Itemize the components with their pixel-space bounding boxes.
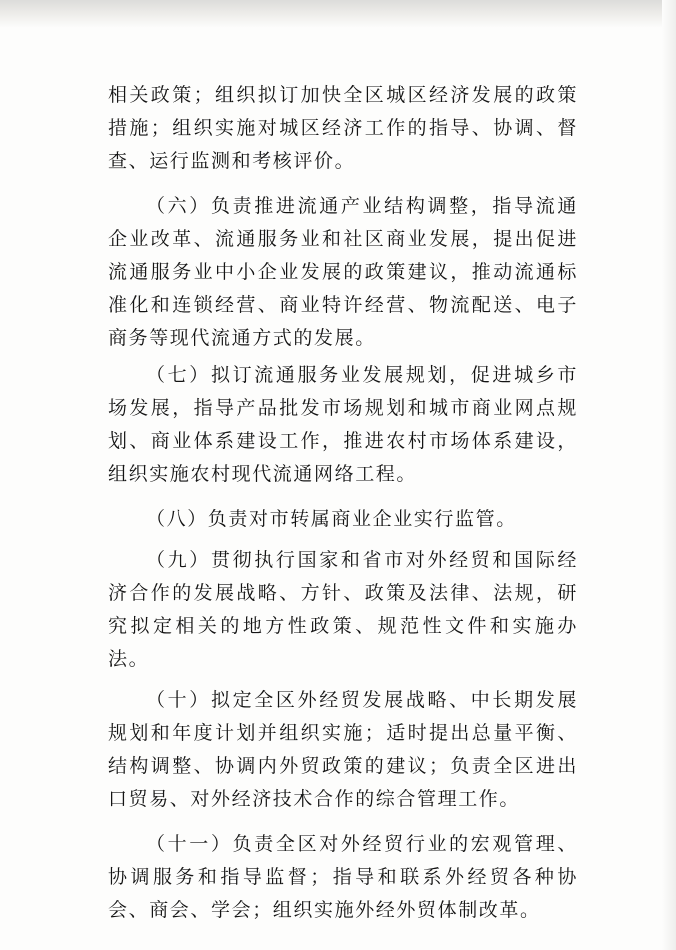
paragraph-item-10: （十）拟定全区外经贸发展战略、中长期发展规划和年度计划并组织实施；适时提出总量平衡、结构调整、协调内外贸政策的建议；负责全区进出口贸易、对外经济技术合作的综合管理工作。 bbox=[108, 689, 578, 810]
paragraph-item-11: （十一）负责全区对外经贸行业的宏观管理、协调服务和指导监督；指导和联系外经贸各种协会、商会、学会；组织实施外经外贸体制改革。 bbox=[108, 833, 578, 921]
paragraph-item-6: （六）负责推进流通产业结构调整，指导流通企业改革、流通服务业和社区商业发展，提出促进流通服务业中小企业发展的政策建议，推动流通标准化和连锁经营、商业特许经营、物流配送、电子商务等现代流通方式的发展。 bbox=[108, 195, 578, 349]
paragraph-item-8: （八）负责对市转属商业企业实行监管。 bbox=[146, 508, 517, 530]
paragraph-continuation: 相关政策；组织拟订加快全区城区经济发展的政策措施；组织实施对城区经济工作的指导、协调、督查、运行监测和考核评价。 bbox=[108, 84, 578, 172]
document-body bbox=[108, 79, 578, 927]
paragraph-item-7: （七）拟订流通服务业发展规划，促进城乡市场发展，指导产品批发市场规划和城市商业网点规划、商业体系建设工作，推进农村市场体系建设，组织实施农村现代流通网络工程。 bbox=[108, 364, 578, 485]
paragraph-item-9: （九）贯彻执行国家和省市对外经贸和国际经济合作的发展战略、方针、政策及法律、法规，研究拟定相关的地方性政策、规范性文件和实施办法。 bbox=[108, 549, 578, 670]
scan-shadow-right bbox=[662, 0, 676, 950]
scan-shadow-top bbox=[0, 0, 676, 28]
